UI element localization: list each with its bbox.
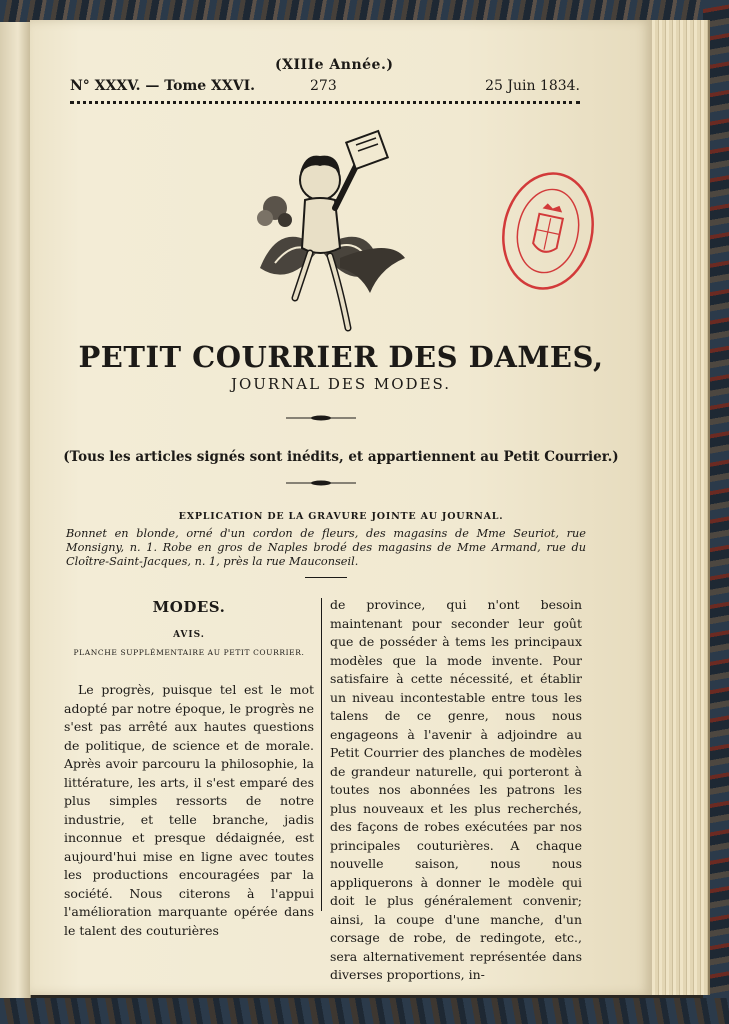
rights-notice: (Tous les articles signés sont inédits, et appartiennent au Petit Courrier.) — [63, 449, 619, 465]
marbled-binding-bottom — [0, 998, 729, 1024]
column-divider — [321, 598, 322, 911]
masthead-subtitle: JOURNAL DES MODES. — [230, 375, 452, 393]
section-heading: MODES. — [152, 598, 226, 616]
year-label: (XIIIe Année.) — [275, 57, 394, 73]
planche-subheading: PLANCHE SUPPLÉMENTAIRE AU PETIT COURRIER. — [73, 648, 305, 657]
ornament-divider — [286, 414, 356, 422]
page-stack-edge — [648, 20, 710, 995]
paragraph: Le progrès, puisque tel est le mot adopté par notre époque, le progrès ne s'est pas arrêté aux hautes questions de politique, de science et de morale. Après avoir parcouru la philosophie, la littérature, les arts, il s'est emparé des plus simples ressorts de notre industrie, et telle branche, jadis inconnue et presque dédaignée, est aujourd'hui mise en ligne avec toutes les productions encouragées par la société. Nous citerons à l'appui l'amélioration marquante opérée dans le talent des couturières — [64, 682, 314, 938]
article-text-left — [64, 681, 314, 940]
header-rule — [70, 101, 580, 108]
facing-page-edge — [0, 22, 31, 998]
page-number: 273 — [310, 78, 337, 94]
issue-date: 25 Juin 1834. — [485, 78, 580, 94]
library-stamp-icon — [498, 166, 598, 296]
article-text-right — [330, 596, 582, 985]
article-column-left — [64, 596, 314, 940]
paragraph: de province, qui n'ont besoin maintenant pour seconder leur goût que de posséder à tems les principaux modèles que la mode invente. Pour satisfaire à cette nécessité, et établir un niveau incontestable entre tous les talens de ce genre, nous nous engageons à l'avenir à adjoindre au Petit Courrier des planches de modèles de grandeur naturelle, qui porteront à toutes nos abonnées les patrons les plus nouveaux et les plus recherchés, des façons de robes exécutées par nos principales couturières. A chaque nouvelle saison, nous nous appliquerons à donner le modèle qui doit le plus généralement convenir; ainsi, la coupe d'une manche, d'un corsage de robe, de redingote, etc., sera alternativement représentée dans diverses proportions, in- — [330, 597, 582, 982]
newspaper-page — [30, 20, 652, 995]
marbled-binding-top — [0, 0, 729, 22]
engraving-title: EXPLICATION DE LA GRAVURE JOINTE AU JOURNAL. — [178, 511, 504, 522]
avis-heading: AVIS. — [173, 630, 205, 640]
masthead-title: PETIT COURRIER DES DAMES, — [78, 340, 604, 374]
ornament-divider — [286, 479, 356, 487]
issue-number: N° XXXV. — Tome XXVI. — [70, 78, 256, 94]
section-rule — [305, 577, 347, 578]
cherub-vignette — [220, 118, 420, 358]
engraving-description: Bonnet en blonde, orné d'un cordon de fleurs, des magasins de Mme Seuriot, rue Monsigny, n. 1. Robe en gros de Naples brodé des magasins de Mme Armand, rue du Cloître-Saint-Jacques, n. 1, près la rue Mauconseil. — [66, 527, 586, 568]
issue-header — [70, 78, 580, 98]
article-column-right — [330, 596, 582, 985]
